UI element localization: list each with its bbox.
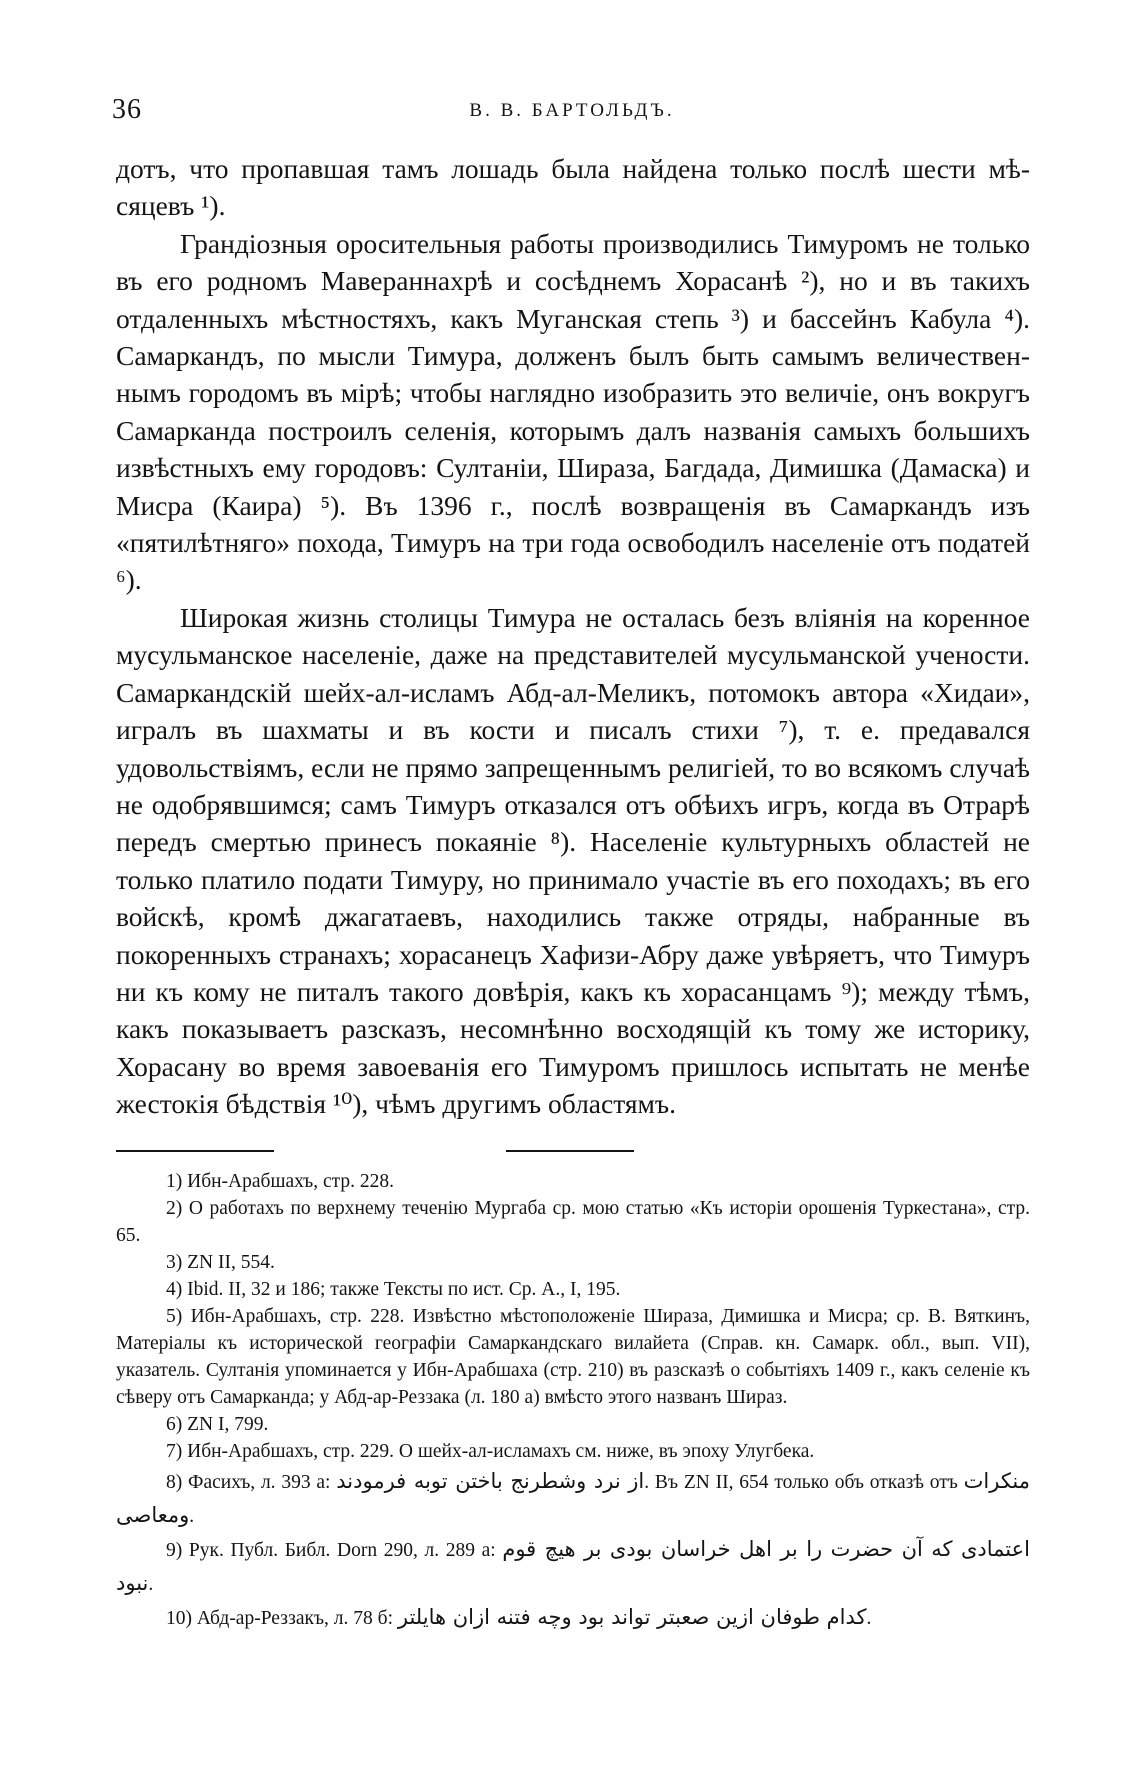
page-header xyxy=(112,94,1032,128)
footnote-3: 3) ZN II, 554. xyxy=(166,1252,275,1273)
running-head: В. В. БАРТОЛЬДЪ. xyxy=(469,100,675,121)
footnote-9-lead: 9) Рук. Публ. Библ. Dorn 290, л. 289 а: xyxy=(166,1540,496,1561)
footnote-rule-right xyxy=(506,1150,634,1152)
paragraph-irrigation: Грандіозныя оросительныя работы производились Тимуромъ не только въ его родномъ Мавераннахрѣ и сосѣднемъ Хорасанѣ ²), но и въ такихъ отдаленныхъ мѣстностяхъ, какъ Муганская степь ³) и бассейнъ Кабула ⁴). Самаркандъ, по мысли Тимура, долженъ былъ быть самымъ величественнымъ городомъ въ мірѣ; чтобы наглядно изобразить это величіе, онъ вокругъ Самарканда построилъ селенія, которымъ далъ названія самыхъ большихъ извѣстныхъ ему городовъ: Султаніи, Шираза, Багдада, Димишка (Дамаска) и Мисра (Каира) ⁵). Въ 1396 г., послѣ возвращенія въ Самаркандъ изъ «пятилѣтняго» похода, Тимуръ на три года освободилъ населеніе отъ податей ⁶). xyxy=(116,227,1030,596)
footnote-8-arabic-quote: از نرد وشطرنج باختن توبه فرمودند xyxy=(336,1469,645,1493)
footnote-8-middle: . Въ ZN II, 654 только объ отказѣ отъ xyxy=(644,1472,958,1493)
footnote-10-arabic-quote: كدام طوفان ازين صعبتر تواند بود وچه فتنه ازان هايلتر xyxy=(397,1605,867,1629)
paragraph-continued: дотъ, что пропавшая тамъ лошадь была найдена только послѣ шести мѣсяцевъ ¹). xyxy=(116,153,1030,222)
footnote-1: 1) Ибн-Арабшахъ, стр. 228. xyxy=(166,1171,395,1192)
footnotes xyxy=(116,1168,1030,1635)
footnote-9 xyxy=(116,1533,1030,1601)
footnote-8-arabic-term: منكرات ومعاصى xyxy=(116,1469,1030,1527)
footnote-5: 5) Ибн-Арабшахъ, стр. 228. Извѣстно мѣстоположеніе Шираза, Димишка и Мисра; ср. В. Вяткинъ, Матеріалы къ исторической географіи Самаркандскаго вилайета (Справ. кн. Самарк. обл., вып. VII), указатель. Султанія упоминается у Ибн-Арабшаха (стр. 210) въ разсказѣ о событіяхъ 1409 г., какъ селеніе къ сѣверу отъ Самарканда; у Абд-ар-Реззака (л. 180 а) вмѣсто этого названъ Шираз. xyxy=(116,1306,1030,1408)
page-number: 36 xyxy=(112,94,142,125)
footnote-10-lead: 10) Абд-ар-Реззакъ, л. 78 б: xyxy=(166,1608,393,1629)
footnote-8-lead: 8) Фасихъ, л. 393 а: xyxy=(166,1472,331,1493)
paragraph-capital-life: Широкая жизнь столицы Тимура не осталась безъ вліянія на коренное мусульманское населеніе, даже на представителей мусульманской учености. Самаркандскій шейх-ал-исламъ Абд-ал-Меликъ, потомокъ автора «Хидаи», игралъ въ шахматы и въ кости и писалъ стихи ⁷), т. е. предавался удовольствіямъ, если не прямо запрещеннымъ религіей, то во всякомъ случаѣ не одобрявшимся; самъ Тимуръ отказался отъ обѣихъ игръ, когда въ Отрарѣ передъ смертью принесъ покаяніе ⁸). Населеніе культурныхъ областей не только платило подати Тимуру, но принимало участіе въ его походахъ; въ его войскѣ, кромѣ джагатаевъ, находились также отряды, набранные въ покоренныхъ странахъ; хорасанецъ Хафизи-Абру даже увѣряетъ, что Тимуръ ни къ кому не питалъ такого довѣрія, какъ къ хорасанцамъ ⁹); между тѣмъ, какъ показываетъ разсказъ, несомнѣнно восходящій къ тому же историку, Хорасану во время завоеванія его Тимуромъ пришлось испытать не менѣе жестокія бѣдствія ¹⁰), чѣмъ другимъ областямъ. xyxy=(116,601,1030,1120)
footnote-10-end: . xyxy=(866,1608,872,1629)
footnote-4: 4) Ibid. II, 32 и 186; также Тексты по ист. Ср. А., I, 195. xyxy=(166,1279,621,1300)
footnote-8 xyxy=(116,1465,1030,1533)
footnote-6: 6) ZN I, 799. xyxy=(166,1414,269,1435)
footnote-rule-left xyxy=(116,1150,274,1152)
footnote-9-arabic-quote: اعتمادى كه آن حضرت را بر اهل خراسان بودى بر هيچ قوم نبود xyxy=(116,1537,1031,1595)
main-text xyxy=(116,150,1030,1123)
footnote-9-end: . xyxy=(148,1574,154,1595)
footnote-7: 7) Ибн-Арабшахъ, стр. 229. О шейх-ал-исламахъ см. ниже, въ эпоху Улугбека. xyxy=(166,1441,815,1462)
footnote-2: 2) О работахъ по верхнему теченію Мургаба ср. мою статью «Къ исторіи орошенія Туркестана», стр. 65. xyxy=(116,1198,1030,1246)
footnote-10 xyxy=(116,1601,1030,1635)
footnote-8-end: . xyxy=(189,1506,195,1527)
